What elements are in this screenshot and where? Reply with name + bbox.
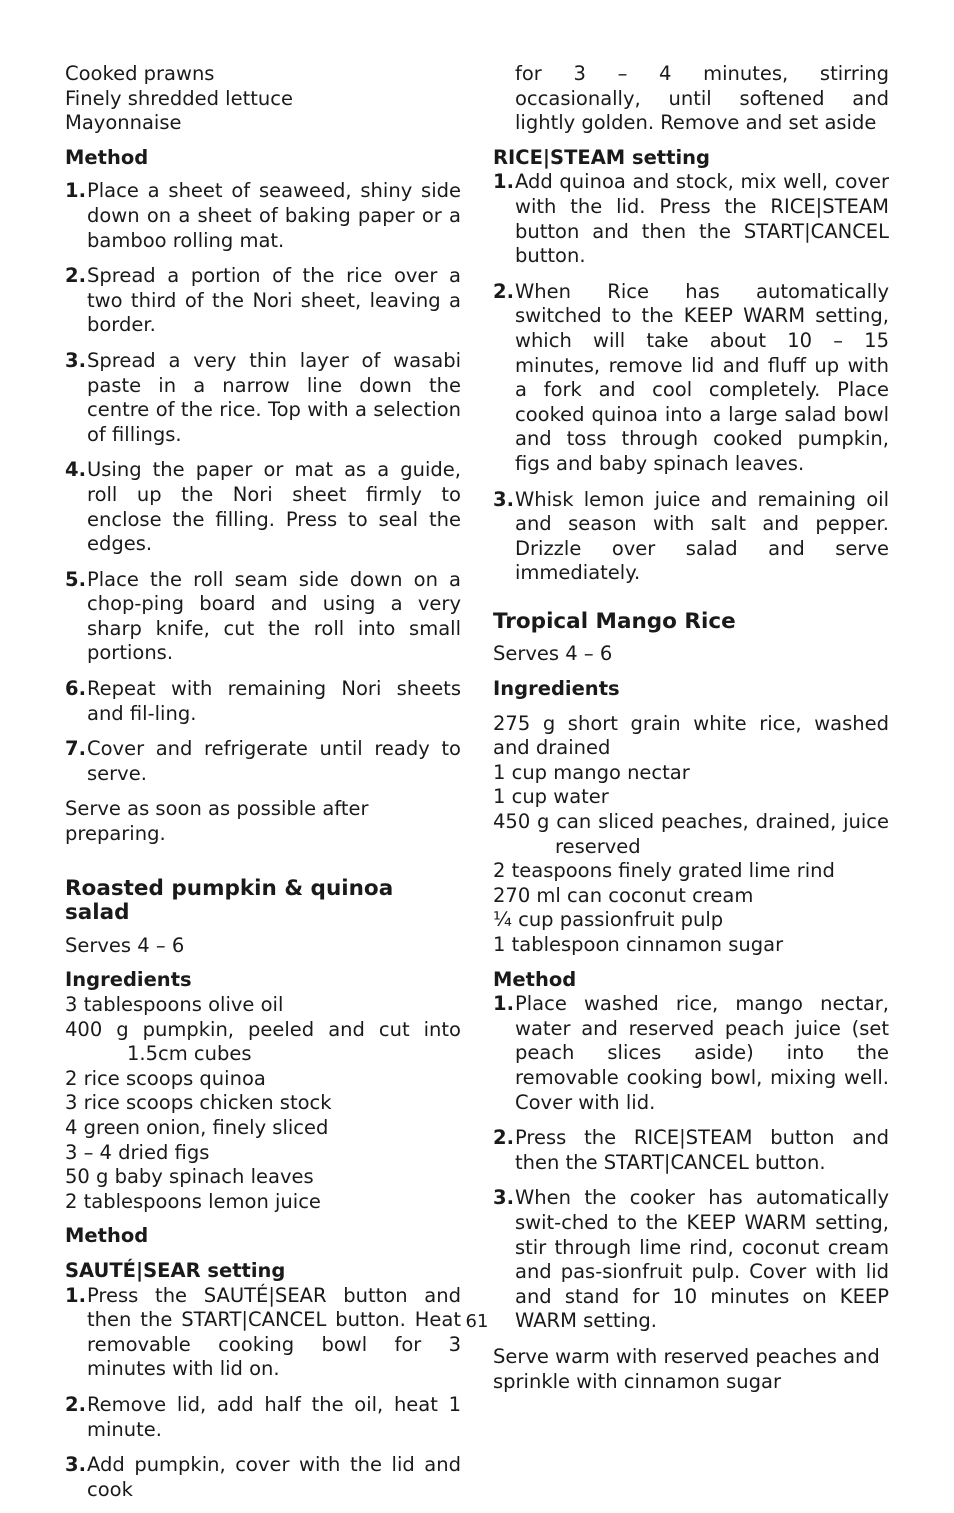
ingredient-line: 3 rice scoops chicken stock	[65, 1091, 332, 1115]
step-text: Press the RICE|STEAM button and then the START|CANCEL button.	[515, 1126, 889, 1174]
ingredient-line: 3 – 4 dried figs	[65, 1140, 210, 1164]
rice-steam-heading: RICE|STEAM setting	[493, 145, 710, 169]
right-column	[493, 62, 889, 1394]
saute-sear-heading: SAUTÉ|SEAR setting	[65, 1258, 286, 1282]
step-number: 7.	[65, 737, 86, 761]
ingredients-heading: Ingredients	[493, 677, 620, 701]
left-column	[65, 62, 461, 1513]
step-number: 6.	[65, 677, 86, 701]
ingredient-line: Finely shredded lettuce	[65, 86, 293, 110]
ingredient-line: 2 tablespoons lemon juice	[65, 1189, 321, 1213]
method-step	[493, 1126, 889, 1175]
step-text: Add quinoa and stock, mix well, cover with the lid. Press the RICE|STEAM button and then the START|CANCEL button.	[515, 170, 889, 268]
ingredient-line: ¼ cup passionfruit pulp	[493, 908, 724, 932]
method-step	[65, 1284, 461, 1382]
serves-text: Serves 4 – 6	[65, 933, 185, 957]
serve-note: Serve as soon as possible after preparing.	[65, 797, 369, 846]
recipe-title: Roasted pumpkin & quinoa salad	[65, 875, 394, 926]
method-step	[493, 992, 889, 1115]
page-number: 61	[465, 1311, 489, 1332]
ingredient-line: 4 green onion, finely sliced	[65, 1115, 329, 1139]
step-text: Place the roll seam side down on a chop-ping board and using a very sharp knife, cut the roll into small portions.	[87, 567, 461, 665]
ingredient-line: 2 teaspoons finely grated lime rind	[493, 859, 835, 883]
continued-step-text: for 3 – 4 minutes, stirring occasionally, until softened and lightly golden. Remove and set aside	[515, 62, 889, 135]
ingredient-line: 1 cup water	[493, 785, 609, 809]
method-step	[493, 280, 889, 477]
step-number: 1.	[493, 170, 514, 194]
step-number: 3.	[493, 487, 514, 511]
step-text: Place washed rice, mango nectar, water and reserved peach juice (set peach slices aside) into the removable cooking bowl, mixing well. Cover with lid.	[515, 992, 889, 1114]
step-text: When the cooker has automatically swit-ched to the KEEP WARM setting, stir through lime rind, coconut cream and pas-sionfruit pulp. Cover with lid and stand for 10 minutes on KEEP WARM setting.	[515, 1186, 889, 1333]
step-number: 5.	[65, 567, 86, 591]
step-text: Cover and refrigerate until ready to serve.	[87, 737, 461, 785]
method-step	[65, 264, 461, 338]
step-text: Spread a very thin layer of wasabi paste in a narrow line down the centre of the rice. Top with a selection of fillings.	[87, 348, 461, 446]
step-number: 2.	[65, 264, 86, 288]
step-text: Press the SAUTÉ|SEAR button and then the START|CANCEL button. Heat removable cooking bowl for 3 minutes with lid on.	[87, 1283, 461, 1381]
step-text: Add pumpkin, cover with the lid and cook	[87, 1453, 461, 1501]
method-heading: Method	[65, 1224, 149, 1248]
rice-steps-list	[493, 170, 889, 586]
recipe-title: Tropical Mango Rice	[493, 608, 736, 634]
ingredient-line: Cooked prawns	[65, 62, 215, 85]
ingredient-line: 450 g can sliced peaches, drained, juice reserved	[493, 810, 889, 858]
ingredient-line: 400 g pumpkin, peeled and cut into 1.5cm cubes	[65, 1017, 461, 1066]
method-step	[65, 1393, 461, 1442]
step-text: Repeat with remaining Nori sheets and fil-ling.	[87, 677, 461, 725]
step-text: Spread a portion of the rice over a two third of the Nori sheet, leaving a border.	[87, 264, 461, 337]
method-step	[65, 349, 461, 447]
ingredient-line: 275 g short grain white rice, washed and drained	[493, 711, 889, 760]
step-number: 1.	[65, 179, 86, 203]
ingredient-line: 1 tablespoon cinnamon sugar	[493, 933, 784, 956]
step-text: Using the paper or mat as a guide, roll up the Nori sheet firmly to enclose the filling. Press to seal the edges.	[87, 458, 461, 556]
step-number: 2.	[493, 279, 514, 303]
method-step	[65, 737, 461, 786]
method-step	[65, 179, 461, 253]
method-step	[493, 488, 889, 586]
method-step	[65, 568, 461, 666]
step-number: 1.	[493, 992, 514, 1016]
step-number: 1.	[65, 1283, 86, 1307]
method-heading: Method	[65, 145, 149, 169]
step-text: When Rice has automatically switched to the KEEP WARM setting, which will take about 10 – 15 minutes, remove lid and fluff up with a fork and cool completely. Place cooked quinoa into a large salad bowl and toss through cooked pumpkin, figs and baby spinach leaves.	[515, 279, 889, 475]
method-step	[65, 677, 461, 726]
method-step	[493, 170, 889, 268]
method-step	[65, 458, 461, 556]
ingredients-heading: Ingredients	[65, 968, 192, 992]
method-step	[65, 1453, 461, 1502]
method-heading: Method	[493, 967, 577, 991]
method-steps-list	[65, 179, 461, 786]
step-number: 3.	[65, 1453, 86, 1477]
ingredient-line: 3 tablespoons olive oil	[65, 993, 284, 1016]
step-number: 2.	[493, 1126, 514, 1150]
step-number: 4.	[65, 458, 86, 482]
serve-note: Serve warm with reserved peaches and sprinkle with cinnamon sugar	[493, 1344, 880, 1393]
ingredient-line: Mayonnaise	[65, 111, 182, 135]
step-text: Place a sheet of seaweed, shiny side down on a sheet of baking paper or a bamboo rolling mat.	[87, 179, 461, 252]
step-number: 3.	[65, 348, 86, 372]
method-steps-list	[493, 992, 889, 1334]
ingredient-line: 270 ml can coconut cream	[493, 883, 754, 907]
ingredient-line: 1 cup mango nectar	[493, 760, 690, 784]
step-text: Remove lid, add half the oil, heat 1 minute.	[87, 1392, 461, 1441]
ingredient-line: 50 g baby spinach leaves	[65, 1165, 314, 1189]
step-number: 3.	[493, 1186, 514, 1210]
serves-text: Serves 4 – 6	[493, 642, 613, 666]
step-text: Whisk lemon juice and remaining oil and season with salt and pepper. Drizzle over salad and serve immediately.	[515, 487, 889, 585]
step-number: 2.	[65, 1392, 86, 1416]
ingredient-line: 2 rice scoops quinoa	[65, 1066, 266, 1090]
